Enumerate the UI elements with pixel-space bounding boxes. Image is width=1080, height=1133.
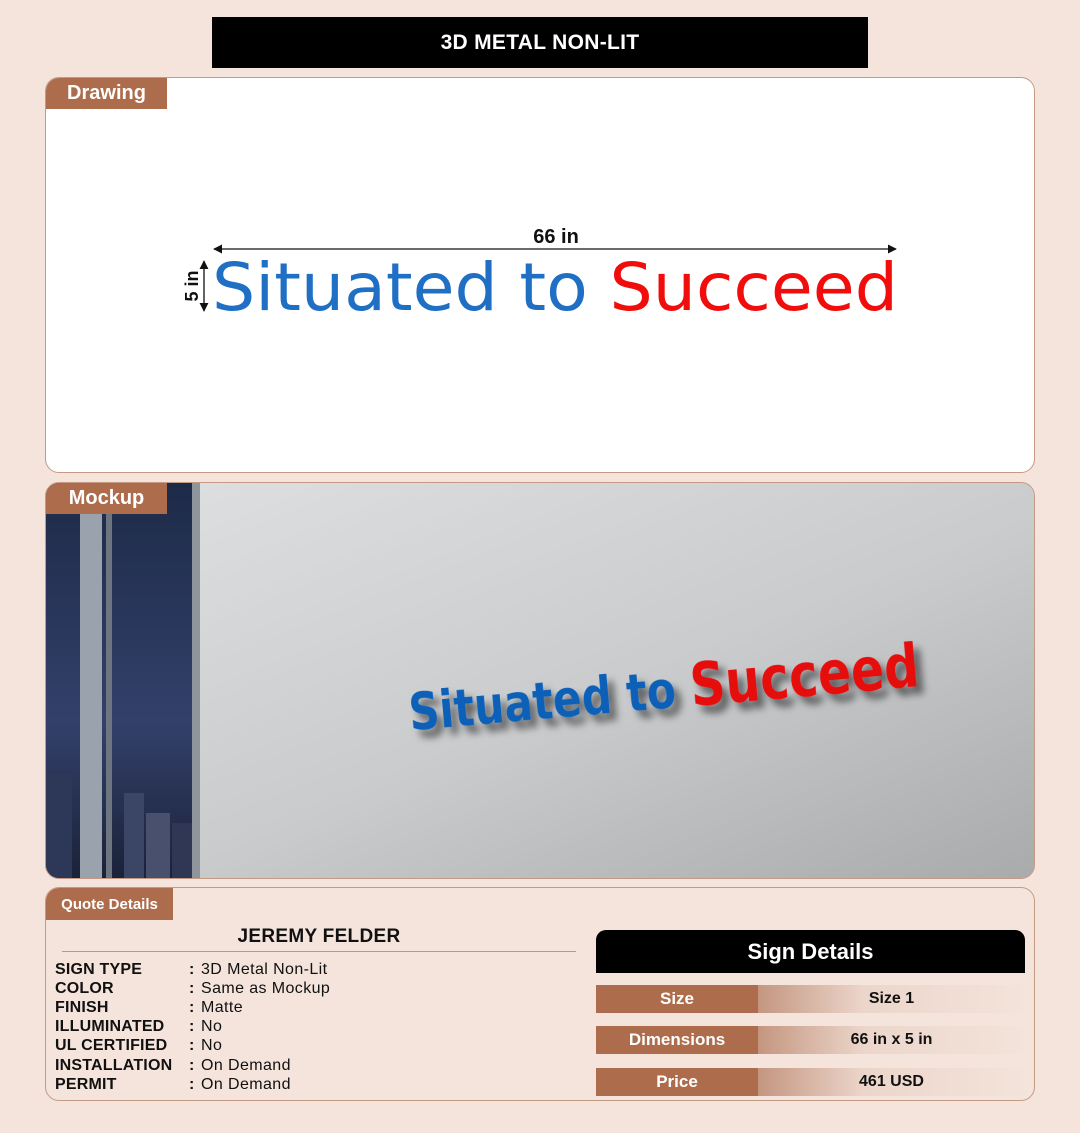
spec-list: [55, 960, 575, 1094]
mockup-sign-part2: Succeed: [687, 626, 974, 721]
sign-details-title: Sign Details: [596, 930, 1025, 973]
city-building: [124, 793, 144, 879]
quote-tab: Quote Details: [46, 888, 173, 920]
mockup-scene: [46, 483, 1035, 879]
sign-text-part2: Succeed: [609, 249, 889, 326]
page-title: 3D METAL NON-LIT: [212, 17, 868, 68]
sign-detail-row-price: [596, 1068, 1025, 1096]
spec-label: COLOR: [55, 979, 114, 997]
spec-label: SIGN TYPE: [55, 960, 143, 978]
mockup-tab: Mockup: [46, 483, 167, 514]
spec-label: FINISH: [55, 998, 109, 1016]
divider: [62, 951, 576, 952]
spec-row: INSTALLATION : On Demand: [55, 1056, 291, 1074]
sign-detail-value: 66 in x 5 in: [758, 1026, 1025, 1054]
spec-row: UL CERTIFIED : No: [55, 1037, 223, 1055]
sign-detail-label: Price: [596, 1068, 758, 1096]
spec-value: On Demand: [201, 1056, 291, 1074]
spec-row: SIGN TYPE : 3D Metal Non-Lit: [55, 960, 328, 978]
sign-text: [212, 249, 898, 326]
spec-value: On Demand: [201, 1075, 291, 1093]
sign-detail-row-dimensions: [596, 1026, 1025, 1054]
spec-value: Matte: [201, 998, 244, 1016]
drawing-canvas: [46, 78, 1035, 473]
spec-row: ILLUMINATED : No: [55, 1018, 223, 1036]
spec-row: COLOR : Same as Mockup: [55, 979, 331, 997]
drawing-panel: [45, 77, 1035, 473]
spec-value: Same as Mockup: [201, 979, 331, 997]
sign-detail-value: 461 USD: [758, 1068, 1025, 1096]
sign-detail-row-size: [596, 985, 1025, 1013]
spec-label: UL CERTIFIED: [55, 1037, 168, 1055]
mockup-sign-part1: Situated to: [406, 655, 739, 744]
spec-label: ILLUMINATED: [55, 1018, 165, 1036]
client-name: JEREMY FELDER: [237, 926, 401, 947]
spec-row: PERMIT : On Demand: [55, 1075, 291, 1093]
drawing-tab: Drawing: [46, 78, 167, 109]
mockup-panel: [45, 482, 1035, 879]
sign-detail-value: Size 1: [758, 985, 1025, 1013]
sign-detail-label: Size: [596, 985, 758, 1013]
sign-text-part1: Situated to: [212, 249, 576, 326]
spec-value: No: [201, 1037, 223, 1055]
sign-detail-label: Dimensions: [596, 1026, 758, 1054]
window-frame: [80, 503, 102, 879]
city-building: [146, 813, 170, 879]
spec-label: PERMIT: [55, 1075, 117, 1093]
width-dimension-label: 66 in: [533, 226, 579, 248]
spec-row: FINISH : Matte: [55, 998, 244, 1016]
city-building: [46, 773, 72, 879]
city-building: [172, 823, 192, 879]
height-dimension-label: 5 in: [182, 270, 202, 302]
spec-label: INSTALLATION: [55, 1056, 173, 1074]
spec-value: 3D Metal Non-Lit: [201, 960, 328, 978]
spec-value: No: [201, 1018, 223, 1036]
